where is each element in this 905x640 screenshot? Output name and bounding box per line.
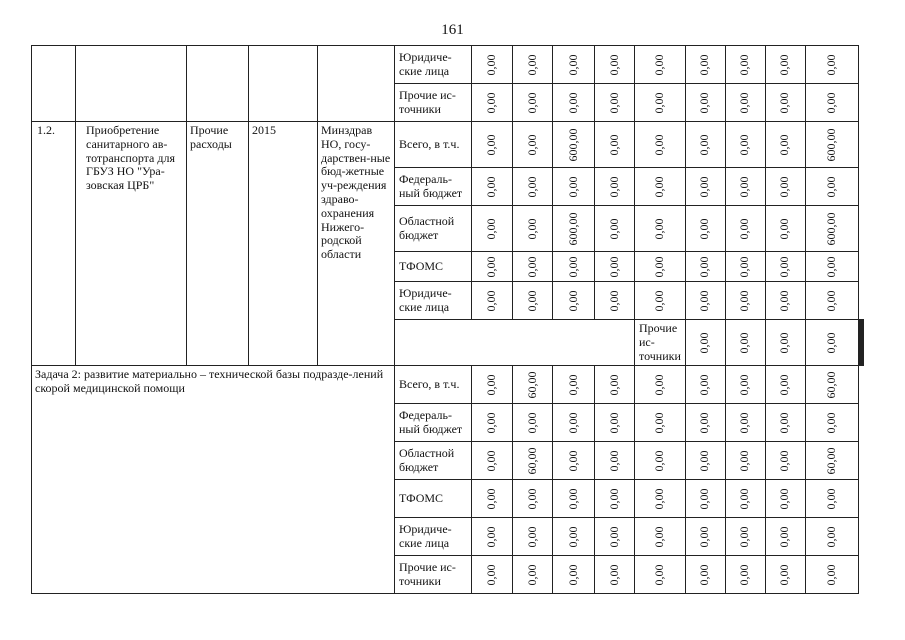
value-cell [513,84,553,122]
value-cell [685,518,725,556]
item-type: Прочие расходы [187,122,249,366]
source-cell: Прочие ис-точники [395,84,472,122]
value-text: 0,00 [777,374,792,396]
value-cell [472,168,513,206]
value-cell [685,442,725,480]
value-cell [553,366,595,404]
value-cell [472,556,513,594]
value-cell [553,168,595,206]
value-text: 0,00 [824,92,839,113]
source-cell: ТФОМС [395,252,472,282]
value-text: 600,00 [824,212,839,245]
value-text: 0,00 [606,290,621,311]
value-cell [765,404,805,442]
value-text: 0,00 [824,176,839,197]
value-text: 0,00 [565,54,580,75]
value-cell [472,366,513,404]
value-text: 0,00 [697,450,712,472]
value-text: 0,00 [697,54,712,75]
value-cell [805,404,858,442]
value-cell [805,442,858,480]
value-text: 0,00 [652,450,667,472]
empty-cell [32,46,76,122]
value-cell [595,252,635,282]
value-text: 600,00 [565,212,580,245]
value-text: 0,00 [737,290,752,311]
value-cell [685,282,725,320]
item-name: Приобретение санитарного ав-тотранспорта для ГБУЗ НО "Ура-зовская ЦРБ" [76,122,187,366]
empty-cell [76,46,187,122]
value-text: 0,00 [697,564,712,586]
value-text: 0,00 [606,374,621,396]
value-text: 60,00 [824,371,839,399]
value-text: 0,00 [777,176,792,197]
value-cell [725,556,765,594]
value-text: 600,00 [565,128,580,161]
value-text: 0,00 [565,374,580,396]
value-text: 0,00 [697,374,712,396]
empty-cell [318,46,395,122]
value-text: 60,00 [524,447,539,475]
value-text: 0,00 [824,526,839,548]
value-cell [635,168,686,206]
value-text: 0,00 [652,374,667,396]
value-text: 0,00 [606,412,621,434]
value-cell [765,122,805,168]
value-cell [595,84,635,122]
value-text: 0,00 [565,564,580,586]
value-cell [472,252,513,282]
value-text: 0,00 [606,218,621,239]
value-text: 0,00 [737,332,752,354]
value-cell [635,480,686,518]
value-cell [765,282,805,320]
value-cell [553,282,595,320]
value-text: 0,00 [484,412,499,434]
value-cell [685,404,725,442]
value-text: 0,00 [484,450,499,472]
value-text: 0,00 [652,54,667,75]
value-text: 0,00 [697,412,712,434]
value-cell [765,480,805,518]
value-cell [725,518,765,556]
value-cell [805,206,858,252]
value-cell [472,518,513,556]
value-cell [472,282,513,320]
value-text: 0,00 [777,564,792,586]
value-text: 0,00 [524,488,539,510]
value-text: 0,00 [606,450,621,472]
value-cell [513,282,553,320]
value-cell [553,556,595,594]
value-text: 0,00 [777,290,792,311]
value-cell [765,320,805,366]
value-text: 0,00 [484,564,499,586]
value-cell [765,252,805,282]
value-cell [805,366,858,404]
value-cell [765,366,805,404]
value-cell [472,404,513,442]
value-cell [553,442,595,480]
source-cell: Федераль-ный бюджет [395,168,472,206]
value-text: 60,00 [824,447,839,475]
value-text: 0,00 [697,218,712,239]
budget-table [31,45,864,594]
value-text: 0,00 [524,54,539,75]
value-cell [595,168,635,206]
value-cell [595,556,635,594]
value-cell [765,168,805,206]
value-cell [553,404,595,442]
value-cell [635,518,686,556]
value-cell [725,252,765,282]
value-cell [765,518,805,556]
value-cell [635,122,686,168]
value-text: 0,00 [777,54,792,75]
value-text: 0,00 [652,290,667,311]
value-text: 0,00 [565,412,580,434]
value-cell [685,252,725,282]
table-row [32,46,864,84]
value-cell [553,46,595,84]
value-cell [553,518,595,556]
value-cell [513,168,553,206]
value-text: 0,00 [777,256,792,277]
value-cell [725,320,765,366]
item-code: 1.2. [32,122,76,366]
value-cell [595,404,635,442]
value-text: 0,00 [777,412,792,434]
empty-cell [395,320,635,366]
value-text: 0,00 [697,526,712,548]
value-cell [725,404,765,442]
value-text: 0,00 [737,92,752,113]
source-cell: Областной бюджет [395,206,472,252]
value-text: 0,00 [524,412,539,434]
value-cell [685,46,725,84]
value-text: 0,00 [484,134,499,155]
value-text: 0,00 [484,54,499,75]
value-cell [513,480,553,518]
value-text: 0,00 [737,256,752,277]
value-cell [553,84,595,122]
value-text: 0,00 [697,332,712,354]
source-cell: Юридиче-ские лица [395,46,472,84]
value-cell [685,480,725,518]
value-text: 0,00 [652,488,667,510]
value-text: 0,00 [652,176,667,197]
value-cell [635,252,686,282]
value-text: 0,00 [484,176,499,197]
value-text: 0,00 [652,526,667,548]
value-cell [805,84,858,122]
value-text: 0,00 [697,134,712,155]
value-text: 0,00 [777,332,792,354]
value-text: 0,00 [606,564,621,586]
value-text: 0,00 [777,526,792,548]
value-text: 0,00 [652,564,667,586]
source-cell: Областной бюджет [395,442,472,480]
value-cell [595,480,635,518]
value-text: 0,00 [484,488,499,510]
value-cell [635,442,686,480]
value-text: 0,00 [652,256,667,277]
value-text: 0,00 [737,218,752,239]
value-text: 0,00 [777,218,792,239]
value-cell [725,366,765,404]
page-number: 161 [441,22,464,38]
value-cell [685,168,725,206]
value-text: 0,00 [606,54,621,75]
value-text: 0,00 [737,450,752,472]
value-cell [513,366,553,404]
value-cell [765,84,805,122]
value-text: 0,00 [697,488,712,510]
value-text: 0,00 [484,290,499,311]
value-cell [635,404,686,442]
value-cell [685,556,725,594]
value-text: 0,00 [824,332,839,354]
value-text: 0,00 [697,290,712,311]
value-cell [725,122,765,168]
value-cell [513,404,553,442]
value-text: 0,00 [524,290,539,311]
value-text: 0,00 [565,450,580,472]
value-text: 0,00 [824,412,839,434]
value-cell [472,46,513,84]
value-text: 0,00 [565,488,580,510]
value-cell [685,206,725,252]
value-text: 0,00 [652,218,667,239]
value-text: 0,00 [737,134,752,155]
value-text: 0,00 [524,134,539,155]
value-text: 0,00 [824,488,839,510]
value-text: 0,00 [484,526,499,548]
value-text: 0,00 [606,92,621,113]
value-text: 0,00 [606,176,621,197]
value-cell [595,122,635,168]
value-cell [805,282,858,320]
value-cell [765,556,805,594]
value-text: 0,00 [484,374,499,396]
empty-cell [187,46,249,122]
value-cell [635,556,686,594]
item-executor: Минздрав НО, госу-дарствен-ные бюд-жетные уч-реждения здраво-охранения Нижего-родской области [318,122,395,366]
value-text [862,332,863,353]
value-cell [725,84,765,122]
value-text: 60,00 [524,371,539,399]
value-cell [805,556,858,594]
value-text: 0,00 [606,134,621,155]
value-cell [685,366,725,404]
value-cell [635,206,686,252]
value-text: 0,00 [777,450,792,472]
value-cell [725,480,765,518]
value-cell [472,84,513,122]
value-cell [765,206,805,252]
value-text: 0,00 [524,526,539,548]
value-cell [805,320,858,366]
value-cell [553,206,595,252]
value-cell [513,442,553,480]
source-cell: Юридиче-ские лица [395,518,472,556]
value-cell [765,46,805,84]
value-cell [513,46,553,84]
value-text: 0,00 [737,526,752,548]
value-cell [805,480,858,518]
value-text: 0,00 [777,488,792,510]
value-text: 0,00 [606,488,621,510]
value-cell [805,168,858,206]
value-cell [472,122,513,168]
value-cell [725,282,765,320]
value-text: 0,00 [524,564,539,586]
value-text: 0,00 [777,134,792,155]
value-text: 0,00 [524,92,539,113]
value-cell [595,442,635,480]
value-text: 0,00 [524,218,539,239]
value-text: 0,00 [484,256,499,277]
value-text: 0,00 [565,176,580,197]
task-2-cell: Задача 2: развитие материально – технической базы подразде-лений скорой медицинской помощи [32,366,395,594]
value-cell [595,282,635,320]
value-cell [513,518,553,556]
value-cell [685,84,725,122]
value-text: 0,00 [824,54,839,75]
value-text: 0,00 [565,256,580,277]
table-row [32,122,864,168]
value-text: 0,00 [652,92,667,113]
value-text: 0,00 [824,564,839,586]
value-cell [553,480,595,518]
source-cell: Всего, в т.ч. [395,366,472,404]
value-text: 0,00 [565,92,580,113]
value-cell [595,46,635,84]
value-cell [472,206,513,252]
source-cell: Прочие ис-точники [395,556,472,594]
value-cell [765,442,805,480]
value-cell [685,320,725,366]
value-cell [553,252,595,282]
value-cell [513,122,553,168]
value-cell [472,442,513,480]
value-text: 0,00 [777,92,792,113]
value-text: 0,00 [824,290,839,311]
value-text: 0,00 [737,374,752,396]
value-cell [635,366,686,404]
value-cell [513,206,553,252]
value-cell [862,320,863,366]
value-cell [725,442,765,480]
value-cell [805,46,858,84]
value-text: 0,00 [737,54,752,75]
value-text: 0,00 [737,564,752,586]
value-text: 0,00 [697,256,712,277]
value-text: 0,00 [652,412,667,434]
value-cell [685,122,725,168]
value-cell [725,46,765,84]
table-row [32,366,864,404]
value-text: 600,00 [824,128,839,161]
value-cell [595,206,635,252]
value-cell [725,206,765,252]
value-text: 0,00 [484,218,499,239]
source-cell: Всего, в т.ч. [395,122,472,168]
value-text: 0,00 [824,256,839,277]
value-text: 0,00 [697,176,712,197]
value-cell [635,282,686,320]
value-cell [513,556,553,594]
source-cell: Федераль-ный бюджет [395,404,472,442]
value-cell [805,518,858,556]
value-text: 0,00 [565,290,580,311]
source-cell: Юридиче-ские лица [395,282,472,320]
value-cell [635,84,686,122]
value-text: 0,00 [737,412,752,434]
value-text: 0,00 [697,92,712,113]
empty-cell [249,46,318,122]
source-cell: ТФОМС [395,480,472,518]
value-text: 0,00 [606,256,621,277]
value-text: 0,00 [524,176,539,197]
value-text: 0,00 [524,256,539,277]
value-cell [805,252,858,282]
value-text: 0,00 [737,488,752,510]
value-cell [805,122,858,168]
value-cell [513,252,553,282]
value-cell [472,480,513,518]
value-cell [595,366,635,404]
value-text: 0,00 [565,526,580,548]
value-cell [725,168,765,206]
value-text: 0,00 [737,176,752,197]
value-cell [595,518,635,556]
value-cell [553,122,595,168]
value-text: 0,00 [606,526,621,548]
item-year: 2015 [249,122,318,366]
value-text: 0,00 [484,92,499,113]
value-cell [635,46,686,84]
source-cell: Прочие ис-точники [635,320,686,366]
value-text: 0,00 [652,134,667,155]
